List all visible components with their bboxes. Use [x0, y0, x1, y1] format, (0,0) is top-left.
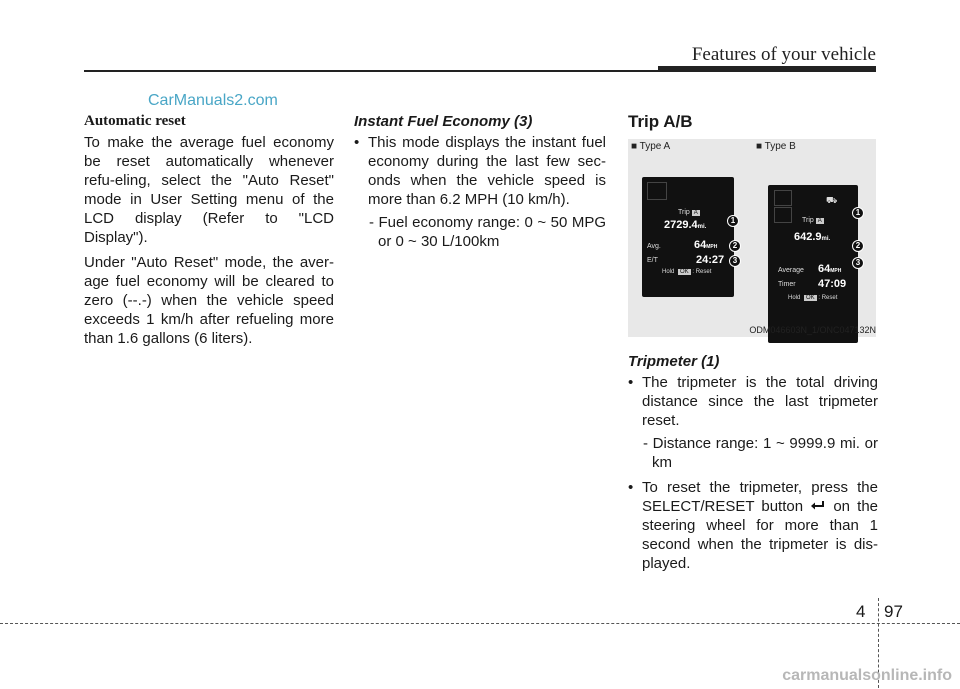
- type-b-distance-value: 642.9: [794, 231, 822, 243]
- callout-2-type-a: 2: [729, 240, 741, 252]
- bullet-instant-fuel-economy: • This mode displays the instant fuel economy during the last few sec-onds when the vehicle speed is more than 6.2 MPH (10 km/h).: [354, 133, 606, 209]
- type-b-trip-label: [802, 217, 824, 224]
- reset-instruction-part-1: To reset the tripmeter, press the SELECT/RESET button: [642, 479, 878, 515]
- type-b-screen: [768, 185, 858, 343]
- section-heading-automatic-reset: Automatic reset: [84, 113, 186, 129]
- type-a-distance-value: 2729.4: [664, 219, 698, 231]
- type-b-speed-unit: MPH: [830, 268, 842, 274]
- type-b-icon-box-2: [774, 207, 792, 223]
- bullet-reset-instruction: [628, 478, 878, 573]
- type-b-label: ■ Type B: [756, 141, 796, 152]
- type-a-trip-label: [678, 209, 700, 216]
- type-b-speed: [818, 263, 841, 275]
- type-a-screen: [642, 177, 734, 297]
- paragraph-auto-reset-1: To make the average fuel economy be reset automatically whenever refu-eling, select the "Auto Reset" mode in User Setting menu of the LCD display (Refer to "LCD Display").: [84, 134, 334, 246]
- figure-caption: ODM046603N_1/ONC047132N: [749, 325, 876, 335]
- callout-2-type-b: 2: [852, 240, 864, 252]
- type-a-icon-box: [647, 182, 667, 200]
- section-heading-trip-ab: Trip A/B: [628, 112, 693, 131]
- type-b-trip-badge: A: [817, 218, 822, 224]
- callout-3-type-b: 3: [852, 257, 864, 269]
- paragraph-auto-reset-2: Under "Auto Reset" mode, the aver-age fuel economy will be cleared to zero (--.-) when the vehicle speed exceeds 1 km/h after refueling more than 1.6 gallons (6 liters).: [84, 254, 334, 347]
- type-a-avg-label: Avg.: [647, 243, 661, 250]
- subline-fuel-economy-range: - Fuel economy range: 0 ~ 50 MPG or 0 ~ 30 L/100km: [369, 214, 606, 250]
- header-title: Features of your vehicle: [691, 44, 876, 65]
- column-instant-fuel-economy: [354, 112, 606, 257]
- header-rule-accent: [658, 66, 876, 72]
- type-a-label: ■ Type A: [631, 141, 671, 152]
- type-b-ok: OK: [806, 295, 815, 301]
- type-b-trip-text: Trip: [802, 217, 814, 224]
- callout-3-type-a: 3: [729, 255, 741, 267]
- callout-1-type-a: 1: [727, 215, 739, 227]
- header-rule: [84, 70, 658, 72]
- type-a-speed: [694, 239, 717, 251]
- type-b-average-label: Average: [778, 267, 804, 274]
- subline-distance-range: - Distance range: 1 ~ 9999.9 mi. or km: [643, 435, 878, 471]
- type-a-reset: : Reset: [692, 269, 712, 275]
- type-b-distance-unit: mi.: [821, 236, 831, 242]
- callout-1-type-b: 1: [852, 207, 864, 219]
- type-b-hold: Hold: [788, 295, 801, 301]
- page-number: 97: [884, 602, 903, 621]
- column-trip-ab: [628, 112, 878, 131]
- bottom-watermark-link[interactable]: carmanualsonline.info: [782, 667, 952, 684]
- type-a-trip-text: Trip: [678, 209, 690, 216]
- subheading-tripmeter: Tripmeter (1): [628, 353, 720, 370]
- chapter-number: 4: [856, 602, 866, 621]
- type-a-time: 24:27: [696, 254, 725, 266]
- type-a-ok: OK: [680, 269, 689, 275]
- type-b-time: 47:09: [818, 278, 847, 290]
- type-b-icon-box: [774, 190, 792, 206]
- column-automatic-reset: [84, 112, 334, 354]
- type-a-speed-unit: MPH: [706, 244, 718, 250]
- type-a-distance-unit: mi.: [697, 224, 707, 230]
- type-b-speed-value: 64: [818, 263, 831, 275]
- footer-divider: [0, 623, 960, 624]
- type-a-distance: [664, 219, 706, 231]
- type-a-reset-hint: [662, 269, 711, 275]
- tripmeter-section: [628, 352, 878, 577]
- bullet-tripmeter-definition: • The tripmeter is the total driving distance since the last tripmeter reset.: [628, 373, 878, 430]
- type-a-speed-value: 64: [694, 239, 707, 251]
- type-a-hold: Hold: [662, 269, 675, 275]
- type-b-reset: : Reset: [818, 295, 838, 301]
- type-b-distance: [794, 231, 830, 243]
- enter-return-icon: [810, 500, 826, 512]
- reset-instruction-part-2: on the steering wheel for more than 1 second when the tripmeter is dis-played.: [642, 498, 878, 572]
- car-icon: ⛟: [826, 195, 838, 205]
- watermark-link[interactable]: CarManuals2.com: [148, 92, 278, 109]
- section-heading-instant-fuel-economy: Instant Fuel Economy (3): [354, 113, 533, 130]
- cluster-figure: [628, 139, 876, 337]
- type-b-timer-label: Timer: [778, 281, 796, 288]
- type-a-et-label: E/T: [647, 257, 658, 264]
- type-b-reset-hint: [788, 295, 837, 301]
- type-a-trip-badge: A: [693, 210, 698, 216]
